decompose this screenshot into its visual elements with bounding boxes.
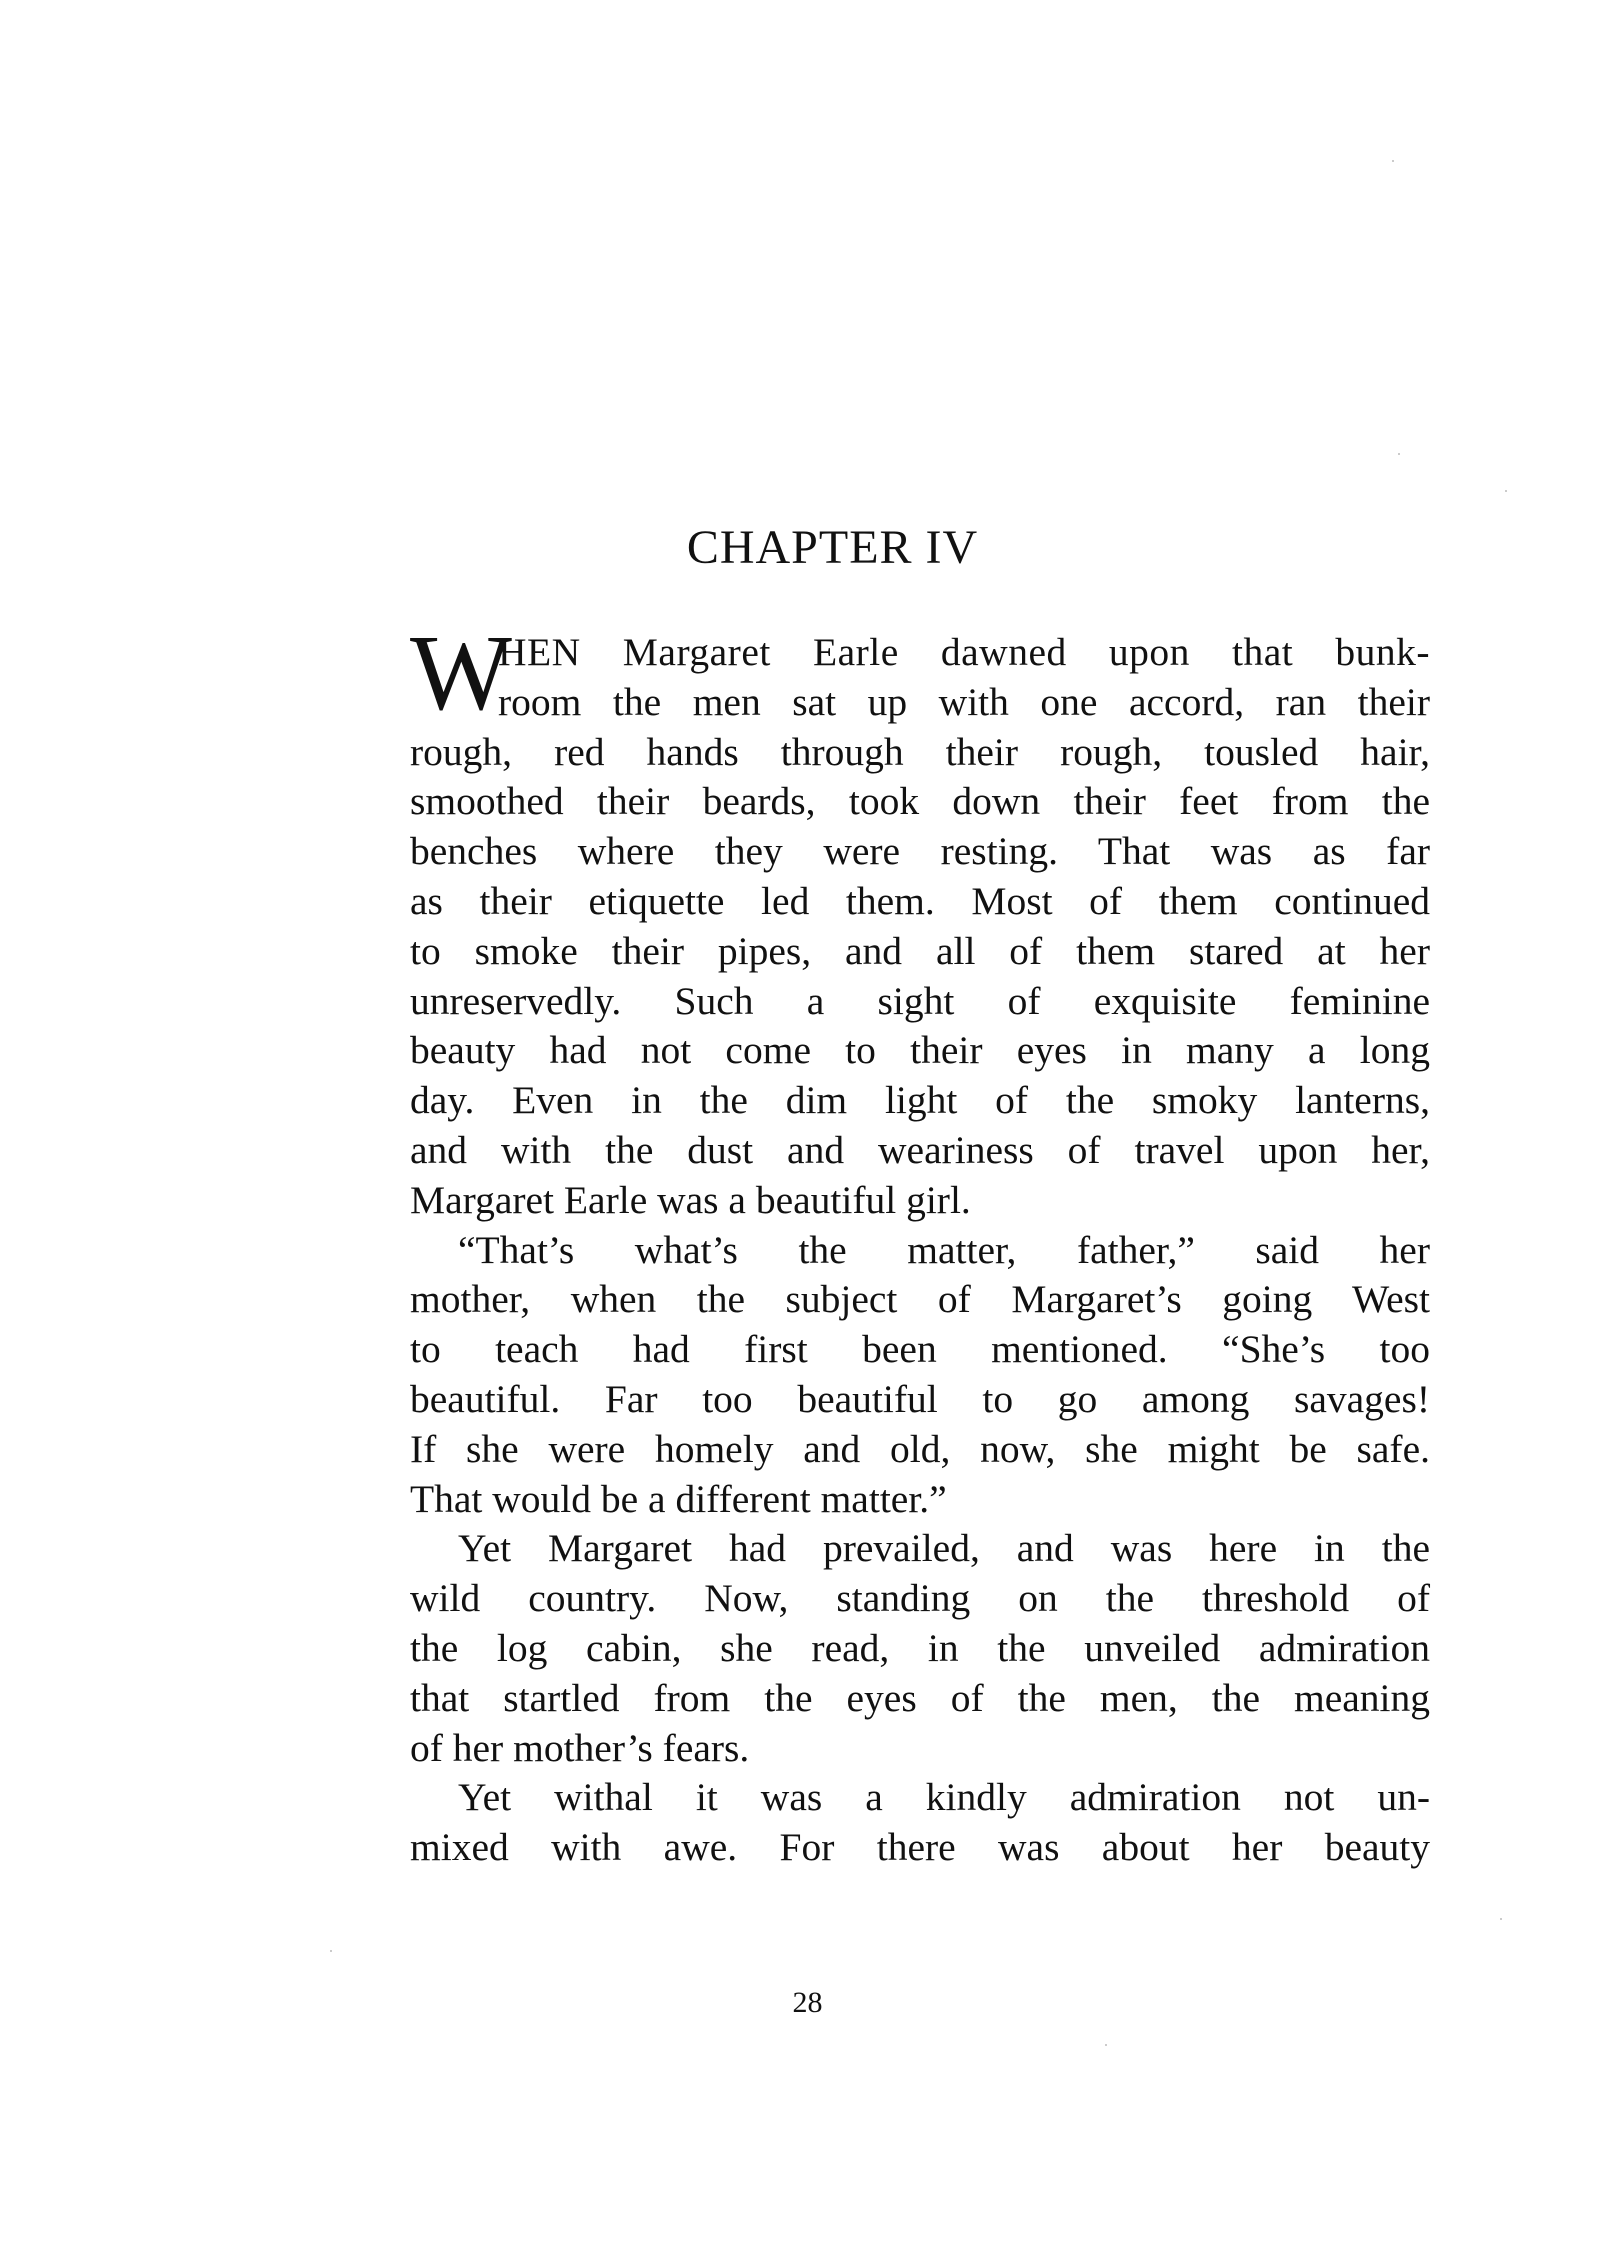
scan-speck xyxy=(1500,1918,1502,1920)
text-line: beautiful. Far too beautiful to go among savages! xyxy=(410,1376,1430,1421)
text-line: smoothed their beards, took down their feet from the xyxy=(410,779,1430,824)
text-line: wild country. Now, standing on the threshold of xyxy=(410,1576,1430,1621)
scan-speck xyxy=(330,1950,332,1952)
drop-cap: W xyxy=(410,614,512,733)
scan-speck xyxy=(1105,2044,1107,2046)
text-line: “That’s what’s the matter, father,” said her xyxy=(458,1227,1430,1272)
chapter-title: CHAPTER IV xyxy=(686,521,979,574)
text-line: room the men sat up with one accord, ran their xyxy=(498,679,1430,724)
text-line: benches where they were resting. That was as far xyxy=(410,829,1430,874)
scan-speck xyxy=(1398,453,1400,455)
paragraph-4 xyxy=(410,1773,1430,1873)
text-line: of her mother’s fears. xyxy=(410,1725,750,1770)
text-line: If she were homely and old, now, she might be safe. xyxy=(410,1426,1430,1471)
text-line: to teach had first been mentioned. “She’s too xyxy=(410,1327,1430,1372)
text-line: mixed with awe. For there was about her beauty xyxy=(410,1825,1430,1870)
opening-paragraph xyxy=(410,614,1430,1226)
page-number: 28 xyxy=(792,1986,823,2019)
text-line: mother, when the subject of Margaret’s going West xyxy=(410,1277,1430,1322)
text-line: Yet withal it was a kindly admiration not un- xyxy=(458,1775,1430,1820)
text-line: HEN Margaret Earle dawned upon that bunk- xyxy=(498,630,1430,674)
text-line: beauty had not come to their eyes in many a long xyxy=(410,1028,1430,1073)
paragraph-2 xyxy=(410,1226,1430,1525)
scan-speck xyxy=(1505,490,1507,492)
text-line: Yet Margaret had prevailed, and was here in the xyxy=(458,1526,1430,1571)
text-line: That would be a different matter.” xyxy=(410,1476,947,1521)
text-line: as their etiquette led them. Most of them continued xyxy=(410,878,1430,923)
body-text xyxy=(410,614,1430,1873)
text-line: Margaret Earle was a beautiful girl. xyxy=(410,1177,971,1222)
text-line: the log cabin, she read, in the unveiled admiration xyxy=(410,1625,1430,1670)
text-line: unreservedly. Such a sight of exquisite feminine xyxy=(410,978,1430,1023)
text-line: to smoke their pipes, and all of them stared at her xyxy=(410,928,1430,973)
paragraph-3 xyxy=(410,1524,1430,1773)
text-line: rough, red hands through their rough, tousled hair, xyxy=(410,729,1430,774)
text-line: that startled from the eyes of the men, the meaning xyxy=(410,1675,1430,1720)
scan-speck xyxy=(1392,160,1394,162)
text-line: and with the dust and weariness of travel upon her, xyxy=(410,1127,1430,1172)
text-line: day. Even in the dim light of the smoky lanterns, xyxy=(410,1078,1430,1123)
